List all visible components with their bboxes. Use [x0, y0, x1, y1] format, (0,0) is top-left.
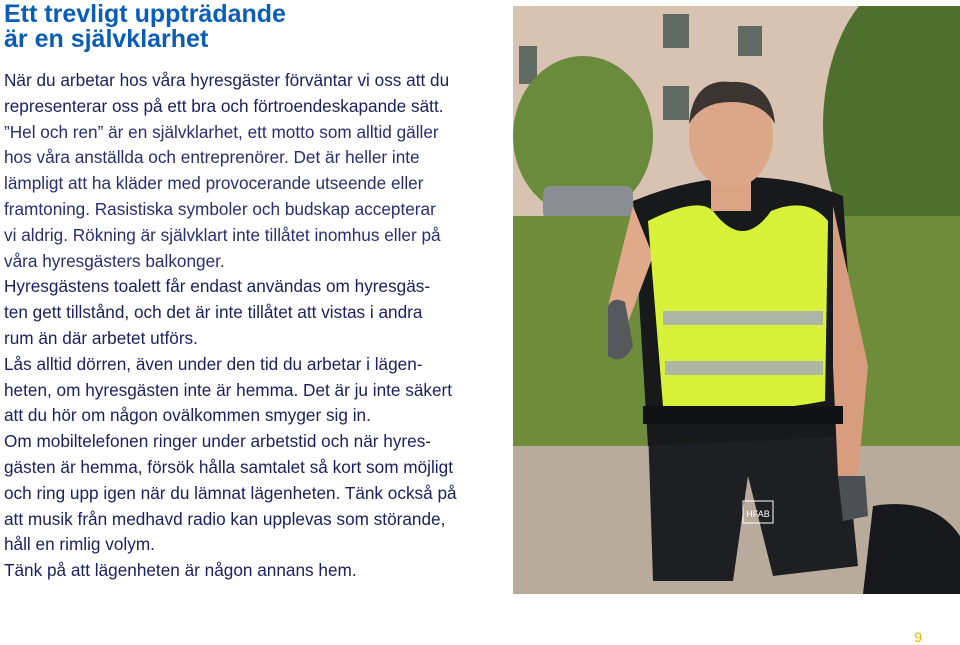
tool-belt: [643, 406, 843, 424]
vest-reflective-stripe-lower: [665, 361, 823, 375]
text-line: Hyresgästens toalett får endast användas om hyresgäs-: [4, 276, 431, 297]
text-line: hos våra anställda och entreprenörer. Det är heller inte: [4, 147, 420, 168]
right-glove: [838, 476, 868, 521]
safety-vest: [648, 205, 828, 410]
worker-photo-illustration: [513, 6, 960, 594]
text-line: håll en rimlig volym.: [4, 534, 155, 555]
text-line: Lås alltid dörren, även under den tid du arbetar i lägen-: [4, 353, 423, 374]
vest-reflective-stripe-upper: [663, 311, 823, 325]
page-number: 9: [914, 629, 922, 645]
text-line: ten gett tillstånd, och det är inte tillåtet att vistas i andra: [4, 302, 423, 323]
text-line: Om mobiltelefonen ringer under arbetstid och när hyres-: [4, 431, 432, 452]
text-line: att musik från medhavd radio kan upplevas som störande,: [4, 508, 446, 529]
text-line: rum än där arbetet utförs.: [4, 327, 198, 348]
body-text: [4, 68, 504, 584]
text-line: att du hör om någon ovälkommen smyger sig in.: [4, 405, 371, 426]
worker-photo: [513, 6, 960, 594]
text-line: lämpligt att ha kläder med provocerande utseende eller: [4, 173, 424, 194]
text-line: vi aldrig. Rökning är självklart inte tillåtet inomhus eller på: [4, 224, 441, 245]
heading-line-1: Ett trevligt uppträdande: [4, 0, 286, 28]
page-heading: [4, 2, 286, 52]
heading-line-2: är en självklarhet: [4, 25, 209, 53]
hfab-logo: HFAB: [746, 509, 770, 519]
text-line: framtoning. Rasistiska symboler och budskap accepterar: [4, 198, 436, 219]
text-line: gästen är hemma, försök hålla samtalet så kort som möjligt: [4, 456, 453, 477]
text-line: Tänk på att lägenheten är någon annans hem.: [4, 560, 357, 581]
text-line: ”Hel och ren” är en självklarhet, ett motto som alltid gäller: [4, 121, 439, 142]
parked-car: [543, 186, 633, 220]
text-line: och ring upp igen när du lämnat lägenheten. Tänk också på: [4, 482, 457, 503]
text-line: representerar oss på ett bra och förtroendeskapande sätt.: [4, 95, 444, 116]
text-line: heten, om hyresgästen inte är hemma. Det är ju inte säkert: [4, 379, 453, 400]
text-line: När du arbetar hos våra hyresgäster förväntar vi oss att du: [4, 70, 450, 90]
text-line: våra hyresgästers balkonger.: [4, 250, 225, 271]
